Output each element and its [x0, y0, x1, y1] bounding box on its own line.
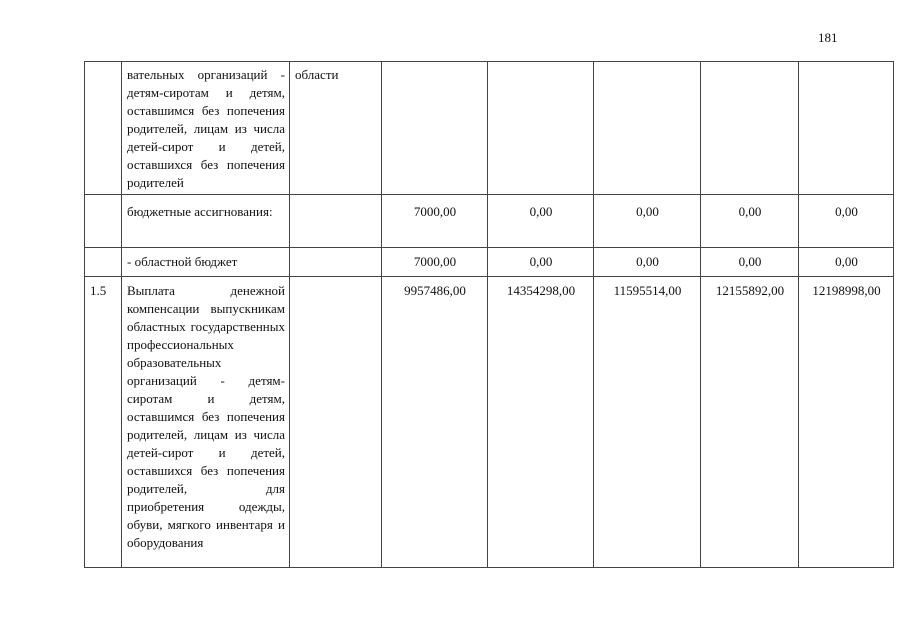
- value-cell: 14354298,00: [488, 277, 594, 568]
- value-cell: 12155892,00: [701, 277, 799, 568]
- value-cell: [799, 62, 894, 195]
- row-description-cell: Выплата денежной компенсации выпускникам областных государственных профессиональных образовательных организаций - детям-сиротам и детям, оставшимся без попечения родителей, лицам из числа детей-сирот и детей, оставшихся без попечения родителей, для приобретения одежды, обуви, мягкого инвентаря и оборудования: [122, 277, 290, 568]
- row-executor-cell: [290, 248, 382, 277]
- table-row: [85, 248, 894, 277]
- value-cell: 0,00: [799, 248, 894, 277]
- row-index-cell: [85, 195, 122, 248]
- row-executor-cell: [290, 195, 382, 248]
- value-cell: 0,00: [594, 195, 701, 248]
- row-index-cell: 1.5: [85, 277, 122, 568]
- value-cell: [594, 62, 701, 195]
- table-row: [85, 62, 894, 195]
- value-cell: 0,00: [488, 195, 594, 248]
- value-cell: [701, 62, 799, 195]
- value-cell: 0,00: [488, 248, 594, 277]
- value-cell: 12198998,00: [799, 277, 894, 568]
- value-cell: 0,00: [701, 248, 799, 277]
- value-cell: 0,00: [594, 248, 701, 277]
- value-cell: 7000,00: [382, 195, 488, 248]
- value-cell: 0,00: [701, 195, 799, 248]
- value-cell: [488, 62, 594, 195]
- row-index-cell: [85, 62, 122, 195]
- value-cell: 0,00: [799, 195, 894, 248]
- value-cell: 9957486,00: [382, 277, 488, 568]
- value-cell: [382, 62, 488, 195]
- row-index-cell: [85, 248, 122, 277]
- table-row: [85, 195, 894, 248]
- budget-table: [84, 61, 894, 568]
- table-row: [85, 277, 894, 568]
- value-cell: 7000,00: [382, 248, 488, 277]
- row-description-cell: - областной бюджет: [122, 248, 290, 277]
- row-description-cell: бюджетные ассигнования:: [122, 195, 290, 248]
- value-cell: 11595514,00: [594, 277, 701, 568]
- row-executor-cell: области: [290, 62, 382, 195]
- row-description-cell: вательных организаций - детям-сиротам и детям, оставшимся без попечения родителей, лицам из числа детей-сирот и детей, оставшихся без попечения родителей: [122, 62, 290, 195]
- row-executor-cell: [290, 277, 382, 568]
- page-number: 181: [818, 30, 838, 45]
